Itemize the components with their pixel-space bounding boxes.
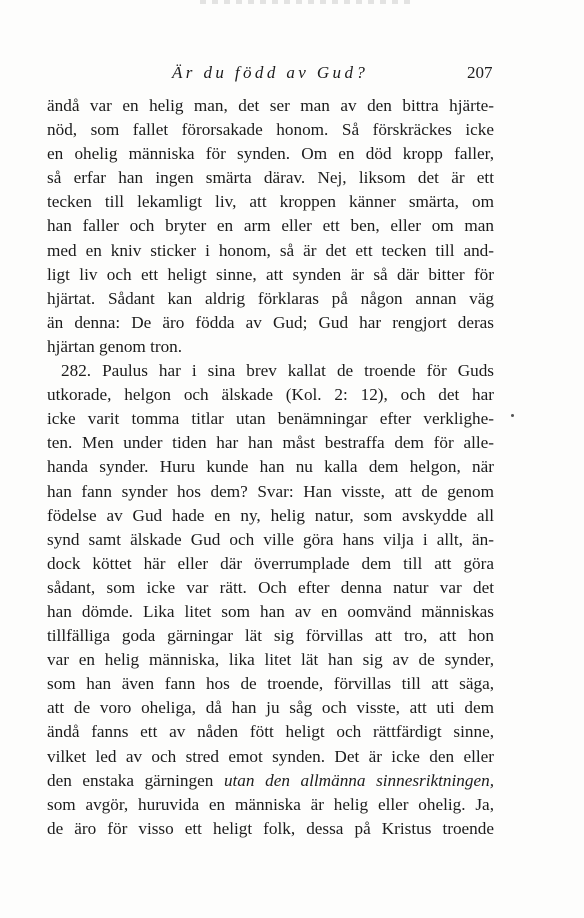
text-line: utkorade, helgon och älskade (Kol. 2: 12), och det har — [47, 385, 494, 405]
text-line: han dömde. Lika litet som han av en oomvänd människas — [47, 601, 494, 621]
running-header — [0, 63, 584, 87]
text-line: ligt liv och ett heligt sinne, att synden är så där bitter för — [47, 264, 494, 284]
text-line: en ohelig människa för synden. Om en död kropp faller, — [47, 144, 494, 164]
text-line: tecken till lekamligt liv, att kroppen känner smärta, om — [47, 192, 494, 212]
text-line-with-italic — [47, 769, 494, 793]
text-line: tillfälliga goda gärningar lät sig förvillas att tro, att hon — [47, 626, 494, 646]
paragraph-start-line: 282. Paulus har i sina brev kallat de troende för Guds — [61, 361, 494, 381]
running-title: Är du född av Gud? — [172, 63, 369, 82]
text-line: ten. Men under tiden har han måst bestraffa dem för alle- — [47, 433, 494, 453]
text-line: födelse av Gud hade en ny, helig natur, som avskydde all — [47, 505, 494, 525]
text-line: var en helig människa, lika litet lät han sig av de synder, — [47, 650, 494, 670]
page-number: 207 — [467, 63, 493, 82]
line-text: den enstaka gärningen — [47, 770, 224, 790]
text-line: hjärtat. Sådant kan aldrig förklaras på någon annan väg — [47, 288, 494, 308]
scan-artifact — [200, 0, 410, 4]
text-line: ändå var en helig man, det ser man av den bittra hjärte- — [47, 96, 494, 115]
text-line: sådant, som icke var rätt. Och efter denna natur var det — [47, 577, 494, 597]
text-line: synd samt älskade Gud och ville göra hans vilja i allt, än- — [47, 529, 494, 549]
text-line: han fann synder hos dem? Svar: Han visste, att de genom — [47, 481, 494, 501]
text-line: som han även fann hos de troende, förvillas till att säga, — [47, 674, 494, 694]
body-text — [47, 94, 494, 841]
text-line: icke varit tomma titlar utan benämningar efter verklighe- — [47, 409, 494, 429]
text-line: vilket led av och stred emot synden. Det är icke den eller — [47, 746, 494, 766]
italic-emphasis: utan den allmänna sinnesriktningen, — [223, 770, 494, 790]
text-line: så erfar han ingen smärta därav. Nej, liksom det är ett — [47, 168, 494, 188]
text-line: handa synder. Huru kunde han nu kalla dem helgon, när — [47, 457, 494, 477]
text-line: än denna: De äro födda av Gud; Gud har rengjort deras — [47, 312, 494, 332]
text-line: med en kniv sticker i honom, så är det ett tecken till and- — [47, 240, 494, 260]
text-line: att de voro oheliga, då han ju såg och visste, att uti dem — [47, 698, 494, 718]
text-line: nöd, som fallet förorsakade honom. Så förskräckes icke — [47, 120, 494, 140]
text-line: dock köttet här eller där överrumplade dem till att göra — [47, 553, 494, 573]
paragraph-end-line: hjärtan genom tron. — [47, 336, 183, 356]
text-line: han faller och bryter en arm eller ett ben, eller om man — [47, 216, 494, 236]
text-line: som avgör, huruvida en människa är helig eller ohelig. Ja, — [47, 794, 494, 814]
text-line: ändå fanns ett av nåden fött heligt och rättfärdigt sinne, — [47, 722, 494, 742]
margin-mark — [511, 414, 514, 417]
text-line: de äro för visso ett heligt folk, dessa på Kristus troende — [47, 818, 494, 838]
